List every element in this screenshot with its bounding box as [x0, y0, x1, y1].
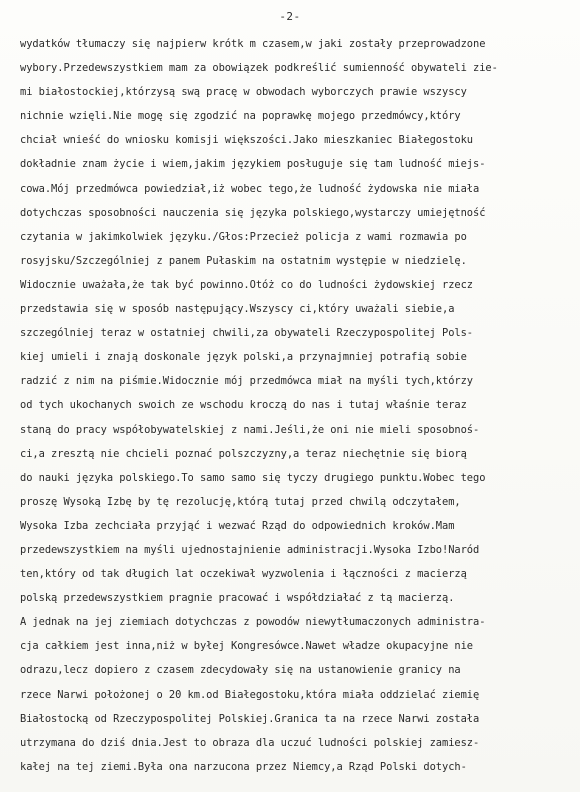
text-line: do nauki języka polskiego.To samo samo się tyczy drugiego punktu.Wobec tego [20, 471, 486, 484]
text-line: nichnie wzięli.Nie mogę się zgodzić na poprawkę mojego przedmówcy,który [20, 110, 461, 123]
text-line: kiej umieli i znają doskonale język polski,a przynajmniej potrafią sobie [20, 351, 467, 364]
text-line: mi białostockiej,którzysą swą pracę w obwodach wyborczych prawie wszyscy [20, 86, 467, 99]
text-line: proszę Wysoką Izbę by tę rezolucję,którą tutaj przed chwilą odczytałem, [20, 495, 461, 508]
text-line: cowa.Mój przedmówca powiedział,iż wobec tego,że ludność żydowska nie miała [20, 182, 480, 195]
text-line: radzić z nim na piśmie.Widocznie mój przedmówca miał na myśli tych,którzy [20, 375, 474, 388]
page-number: -2- [279, 10, 301, 23]
text-line: od tych ukochanych swoich ze wschodu kroczą do nas i tutaj właśnie teraz [20, 399, 467, 412]
text-line: Białostocką od Rzeczypospolitej Polskiej.Granica ta na rzece Narwi została [20, 712, 480, 725]
text-line: przedstawia się w sposób następujący.Wszyscy ci,który uważali siebie,a [20, 303, 455, 316]
text-line: ci,a zresztą nie chcieli poznać polszczyzny,a teraz niechętnie się biorą [20, 447, 467, 460]
document-body [20, 32, 576, 779]
text-line: rzece Narwi położonej o 20 km.od Białegostoku,która miała oddzielać ziemię [20, 688, 480, 701]
text-line: A jednak na jej ziemiach dotychczas z powodów niewytłumaczonych administra- [20, 616, 486, 629]
text-line: czytania w jakimkolwiek języku./Głos:Przecież policja z wami rozmawia po [20, 230, 467, 243]
text-line: ten,który od tak długich lat oczekiwał wyzwolenia i łączności z macierzą [20, 568, 467, 581]
text-line: wybory.Przedewszystkiem mam za obowiązek podkreślić sumienność obywateli zie- [20, 62, 498, 75]
text-line: szczególniej teraz w ostatniej chwili,za obywateli Rzeczypospolitej Pols- [20, 327, 474, 340]
text-line: utrzymana do dziś dnia.Jest to obraza dla uczuć ludności polskiej zamiesz- [20, 736, 480, 749]
text-line: chciał wnieść do wniosku komisji większości.Jako mieszkaniec Białegostoku [20, 134, 474, 147]
text-line: rosyjsku/Szczególniej z panem Pułaskim na ostatnim występie w niedzielę. [20, 254, 467, 267]
text-line: kałej na tej ziemi.Była ona narzucona przez Niemcy,a Rząd Polski dotych- [20, 760, 467, 773]
text-line: odrazu,lecz dopiero z czasem zdecydowały się na ustanowienie granicy na [20, 664, 461, 677]
text-line: staną do pracy współobywatelskiej z nami.Jeśli,że oni nie mieli sposobnoś- [20, 423, 480, 436]
text-line: Wysoka Izba zechciała przyjąć i wezwać Rząd do odpowiednich kroków.Mam [20, 519, 455, 532]
text-line: wydatków tłumaczy się najpierw krótk m czasem,w jaki zostały przeprowadzone [20, 38, 486, 50]
text-line: dokładnie znam życie i wiem,jakim językiem posługuje się tam ludność miejs- [20, 158, 486, 171]
text-line: przedewszystkiem na myśli ujednostajnienie administracji.Wysoka Izbo!Naród [20, 543, 480, 556]
text-line: Widocznie uważała,że tak być powinno.Otóż co do ludności żydowskiej rzecz [20, 278, 474, 291]
text-line: dotychczas sposobności nauczenia się języka polskiego,wystarczy umiejętność [20, 206, 486, 219]
text-line: cja całkiem jest inna,niż w byłej Kongresówce.Nawet władze okupacyjne nie [20, 640, 474, 653]
text-line: polską przedewszystkiem pragnie pracować i współdziałać z tą macierzą. [20, 592, 455, 605]
